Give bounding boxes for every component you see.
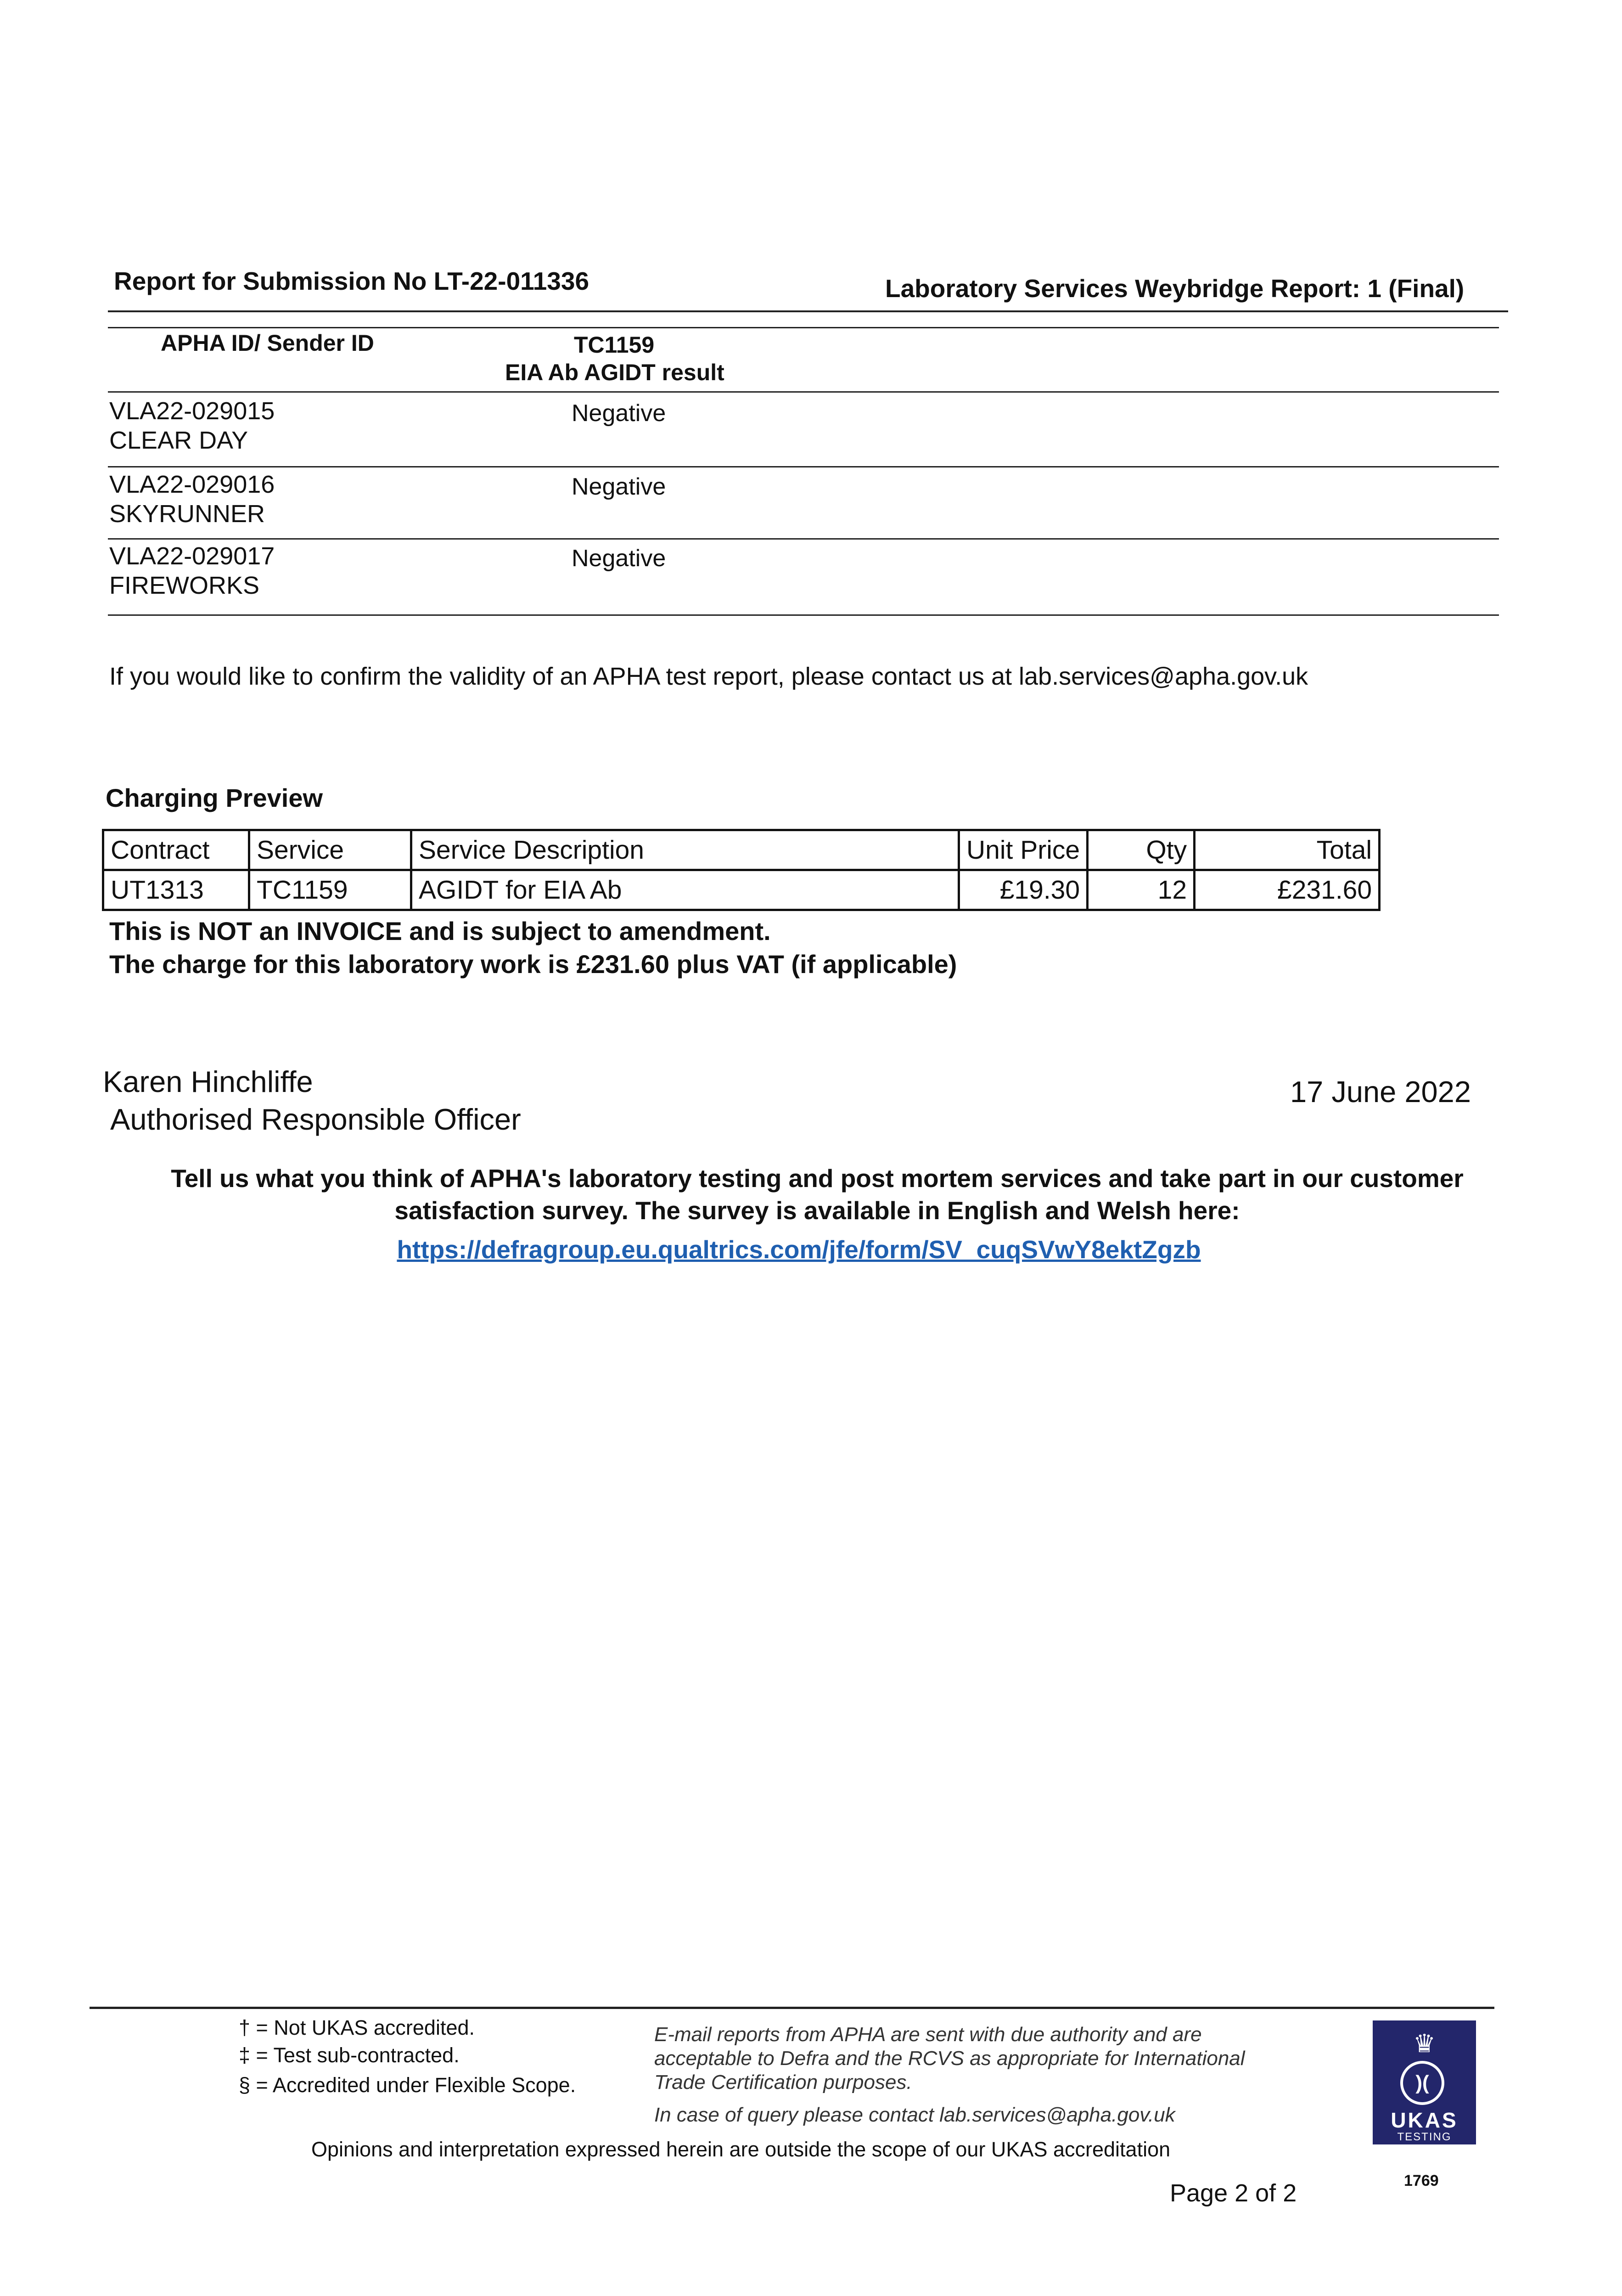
validity-contact-text: If you would like to confirm the validity of an APHA test report, please contact us at lab.services@apha.gov.uk — [109, 663, 1308, 690]
invoice-disclaimer: This is NOT an INVOICE and is subject to amendment. — [109, 917, 771, 945]
survey-link[interactable]: https://defragroup.eu.qualtrics.com/jfe/form/SV_cuqSVwY8ektZgzb — [397, 1235, 1201, 1264]
col-header-id: APHA ID/ Sender ID — [161, 330, 374, 356]
header-rule — [108, 310, 1508, 312]
header-unit-price: Unit Price — [959, 830, 1088, 870]
footer-rule — [90, 2007, 1494, 2009]
header-service: Service — [249, 830, 411, 870]
report-submission-title: Report for Submission No LT-22-011336 — [114, 267, 589, 295]
table-bottom-rule — [108, 614, 1499, 616]
crown-icon: ♛ — [1413, 2029, 1436, 2058]
row-id: VLA22-029016 — [109, 471, 275, 498]
row-divider — [108, 466, 1499, 467]
signatory-role: Authorised Responsible Officer — [110, 1103, 521, 1136]
row-divider — [108, 538, 1499, 540]
charge-statement: The charge for this laboratory work is £231.60 plus VAT (if applicable) — [109, 950, 957, 979]
header-qty: Qty — [1088, 830, 1195, 870]
ukas-symbol-icon: )( — [1400, 2061, 1444, 2105]
charging-header-row — [103, 830, 1380, 870]
charging-table — [102, 829, 1381, 911]
cell-service: TC1159 — [249, 870, 411, 910]
ukas-logo — [1373, 2020, 1476, 2144]
legend-not-accredited: † = Not UKAS accredited. — [239, 2016, 475, 2039]
signatory-name: Karen Hinchliffe — [103, 1065, 313, 1098]
cell-unit-price: £19.30 — [959, 870, 1088, 910]
header-service-description: Service Description — [411, 830, 959, 870]
survey-text-line-2: satisfaction survey. The survey is available in English and Welsh here: — [394, 1196, 1240, 1225]
ukas-testing-label: TESTING — [1397, 2131, 1452, 2143]
cell-qty: 12 — [1088, 870, 1195, 910]
header-contract: Contract — [103, 830, 249, 870]
page-number: Page 2 of 2 — [1170, 2179, 1297, 2207]
cell-total: £231.60 — [1195, 870, 1380, 910]
row-id: VLA22-029015 — [109, 397, 275, 425]
row-name: FIREWORKS — [109, 572, 260, 599]
col-header-test-code: TC1159 — [574, 332, 655, 358]
charging-preview-title: Charging Preview — [106, 783, 323, 812]
report-lab-title: Laboratory Services Weybridge Report: 1 (Final) — [885, 274, 1465, 303]
table-header-rule — [108, 391, 1499, 393]
legend-flexible-scope: § = Accredited under Flexible Scope. — [239, 2073, 576, 2097]
email-reports-note: E-mail reports from APHA are sent with due authority and are acceptable to Defra and the RCVS as appropriate for International Trade Certification purposes. — [654, 2023, 1245, 2093]
ukas-wordmark: UKAS — [1391, 2108, 1458, 2132]
ukas-scope-statement: Opinions and interpretation expressed herein are outside the scope of our UKAS accreditation — [311, 2138, 1171, 2161]
header-rule-2 — [108, 327, 1499, 328]
report-date: 17 June 2022 — [1290, 1075, 1471, 1109]
survey-text-line-1: Tell us what you think of APHA's laboratory testing and post mortem services and take part in our customer — [171, 1164, 1464, 1193]
row-result: Negative — [572, 400, 666, 427]
row-result: Negative — [572, 545, 666, 572]
row-name: CLEAR DAY — [109, 427, 248, 454]
ukas-number: 1769 — [1404, 2172, 1439, 2189]
row-result: Negative — [572, 473, 666, 500]
header-total: Total — [1195, 830, 1380, 870]
cell-service-description: AGIDT for EIA Ab — [411, 870, 959, 910]
row-name: SKYRUNNER — [109, 500, 265, 528]
charging-data-row — [103, 870, 1380, 910]
row-id: VLA22-029017 — [109, 542, 275, 570]
query-contact-note: In case of query please contact lab.services@apha.gov.uk — [654, 2104, 1175, 2126]
cell-contract: UT1313 — [103, 870, 249, 910]
col-header-test-name: EIA Ab AGIDT result — [505, 360, 724, 385]
legend-sub-contracted: ‡ = Test sub-contracted. — [239, 2043, 460, 2067]
